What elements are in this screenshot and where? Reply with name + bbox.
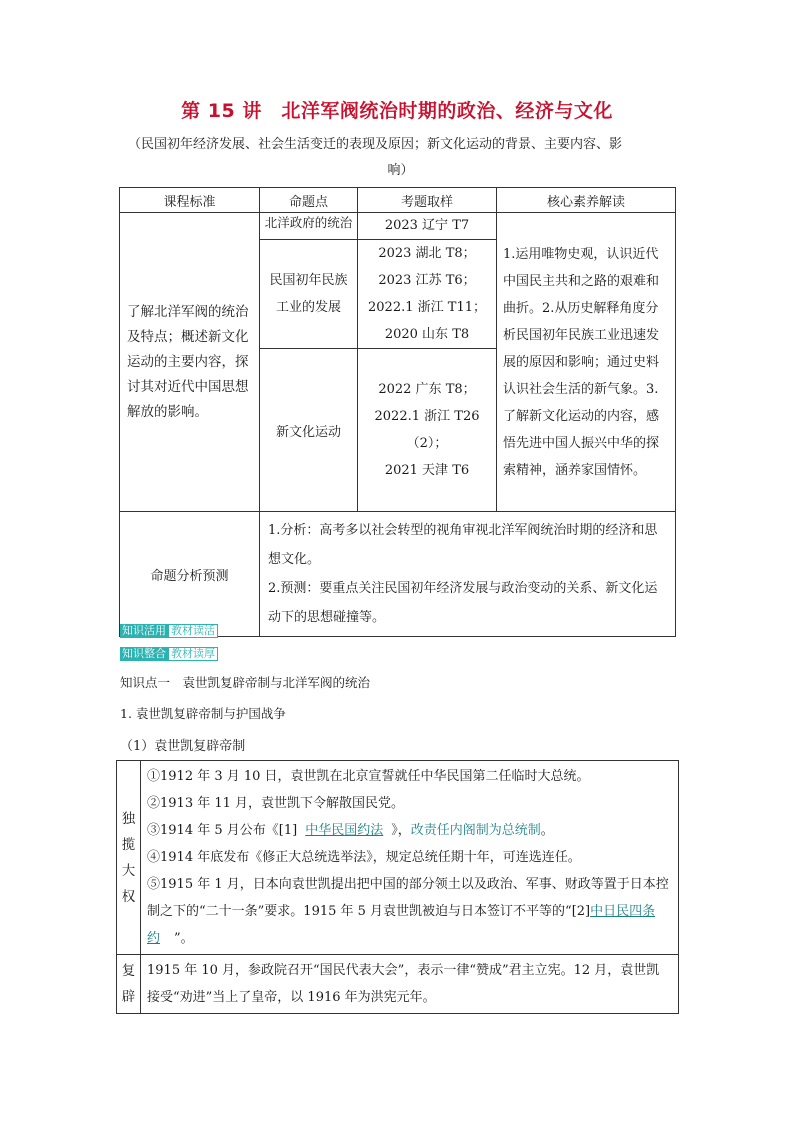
answer-blank: 中华民国约法 bbox=[305, 823, 384, 838]
sample-item: 2023 江苏 T6； bbox=[378, 273, 476, 288]
table-row bbox=[117, 955, 679, 1014]
subtitle-line-2: 响） bbox=[387, 163, 414, 178]
power-content bbox=[141, 761, 679, 955]
highlight-text: 改责任内阁制为总统制 bbox=[410, 823, 541, 838]
core-literacy-cell: 1.运用唯物史观，认识近代中国民主共和之路的艰难和曲折。2.从历史解释角度分析民国初年民族工业迅速发展的原因和影响；通过史料认识社会生活的新气象。3.了解新文化运动的内容，感悟先进中国人振兴中华的探索精神，涵养家国情怀。 bbox=[497, 213, 676, 512]
item-text: 》， bbox=[391, 823, 411, 838]
sample-item: 2023 辽宁 T7 bbox=[384, 218, 470, 233]
list-item: ④1914 年底发布《修正大总统选举法》，规定总统任期十年，可连选连任。 bbox=[147, 850, 581, 865]
answer-blank: 中日民四条约 bbox=[147, 904, 656, 946]
prediction-cell bbox=[260, 512, 676, 637]
header-point: 命题点 bbox=[260, 188, 358, 213]
sample-item: （2）； bbox=[406, 436, 448, 451]
sample-item: 2023 湖北 T8； bbox=[378, 246, 476, 261]
tag-label: 知识整合 bbox=[122, 647, 166, 660]
side-char: 复 bbox=[121, 963, 136, 979]
blank-number: [1] bbox=[278, 823, 298, 838]
restore-content: 1915 年 10 月，参政院召开“国民代表大会”，表示一律“赞成”君主立宪。12 月，袁世凯接受“劝进”当上了皇帝，以 1916 年为洪宪元年。 bbox=[141, 955, 679, 1014]
table-row bbox=[120, 213, 676, 240]
sample-item: 2022.1 浙江 T11； bbox=[368, 300, 486, 315]
tag-sub-label: 教材读厚 bbox=[168, 647, 218, 661]
list-item: ②1913 年 11 月，袁世凯下令解散国民党。 bbox=[147, 796, 405, 811]
tag-label: 知识活用 bbox=[122, 624, 166, 637]
side-char: 权 bbox=[121, 888, 136, 905]
list-item: ①1912 年 3 月 10 日，袁世凯在北京宣誓就任中华民国第二任临时大总统。 bbox=[147, 769, 590, 784]
prediction-analysis: 1.分析：高考多以社会转型的视角审视北洋军阀统治时期的经济和思想文化。 bbox=[268, 523, 658, 567]
sample-item: 2022 广东 T8； bbox=[378, 382, 476, 397]
section-tag-apply bbox=[120, 624, 218, 638]
prediction-forecast: 2.预测：要重点关注民国初年经济发展与政治变动的关系、新文化运动下的思想碰撞等。 bbox=[268, 581, 658, 625]
table-row bbox=[117, 761, 679, 955]
curriculum-table bbox=[119, 187, 676, 637]
samples-cell bbox=[358, 213, 497, 240]
item-text: 。 bbox=[540, 823, 554, 838]
side-char: 揽 bbox=[121, 836, 136, 853]
sample-item: 2022.1 浙江 T26 bbox=[374, 409, 480, 424]
restoration-table bbox=[116, 760, 679, 1014]
header-core: 核心素养解读 bbox=[497, 188, 676, 213]
point-cell: 北洋政府的统治 bbox=[260, 213, 358, 240]
header-samples: 考题取样 bbox=[358, 188, 497, 213]
section-tag-integrate bbox=[120, 647, 218, 661]
page-title: 第 15 讲 北洋军阀统治时期的政治、经济与文化 bbox=[181, 100, 613, 122]
side-char: 大 bbox=[121, 862, 136, 879]
point-cell: 民国初年民族工业的发展 bbox=[260, 240, 358, 349]
samples-cell bbox=[358, 349, 497, 512]
tag-sub-label: 教材读活 bbox=[168, 624, 218, 638]
curriculum-standard-cell: 了解北洋军阀的统治及特点；概述新文化运动的主要内容，探讨其对近代中国思想解放的影响。 bbox=[120, 213, 260, 512]
sample-item: 2021 天津 T6 bbox=[384, 463, 470, 478]
knowledge-point-heading: 知识点一 袁世凯复辟帝制与北洋军阀的统治 bbox=[120, 675, 371, 690]
table-header-row bbox=[120, 188, 676, 213]
subtitle-line-1: （民国初年经济发展、社会生活变迁的表现及原因；新文化运动的背景、主要内容、影 bbox=[128, 137, 623, 152]
side-label-restore bbox=[117, 955, 141, 1014]
side-char: 独 bbox=[121, 810, 136, 827]
item-text: ③1914 年 5 月公布《 bbox=[147, 823, 279, 838]
section-heading: 1. 袁世凯复辟帝制与护国战争 bbox=[120, 706, 286, 721]
page-subtitle bbox=[128, 132, 673, 184]
samples-cell bbox=[358, 240, 497, 349]
point-cell: 新文化运动 bbox=[260, 349, 358, 512]
item-text: ”。 bbox=[174, 931, 194, 946]
subsection-heading: （1）袁世凯复辟帝制 bbox=[120, 739, 246, 754]
list-item bbox=[147, 871, 672, 952]
header-standard: 课程标准 bbox=[120, 188, 260, 213]
list-item bbox=[147, 817, 672, 844]
side-label-power bbox=[117, 761, 141, 955]
table-row bbox=[120, 512, 676, 637]
side-char: 辟 bbox=[121, 989, 136, 1005]
item-text: ⑤1915 年 1 月，日本向袁世凯提出把中国的部分领土以及政治、军事、财政等置于日本控制之下的“二十一条”要求。1915 年 5 月袁世凯被迫与日本签订不平等的“[2] bbox=[147, 877, 669, 919]
sample-item: 2020 山东 T8 bbox=[384, 327, 470, 342]
prediction-label: 命题分析预测 bbox=[120, 512, 260, 637]
